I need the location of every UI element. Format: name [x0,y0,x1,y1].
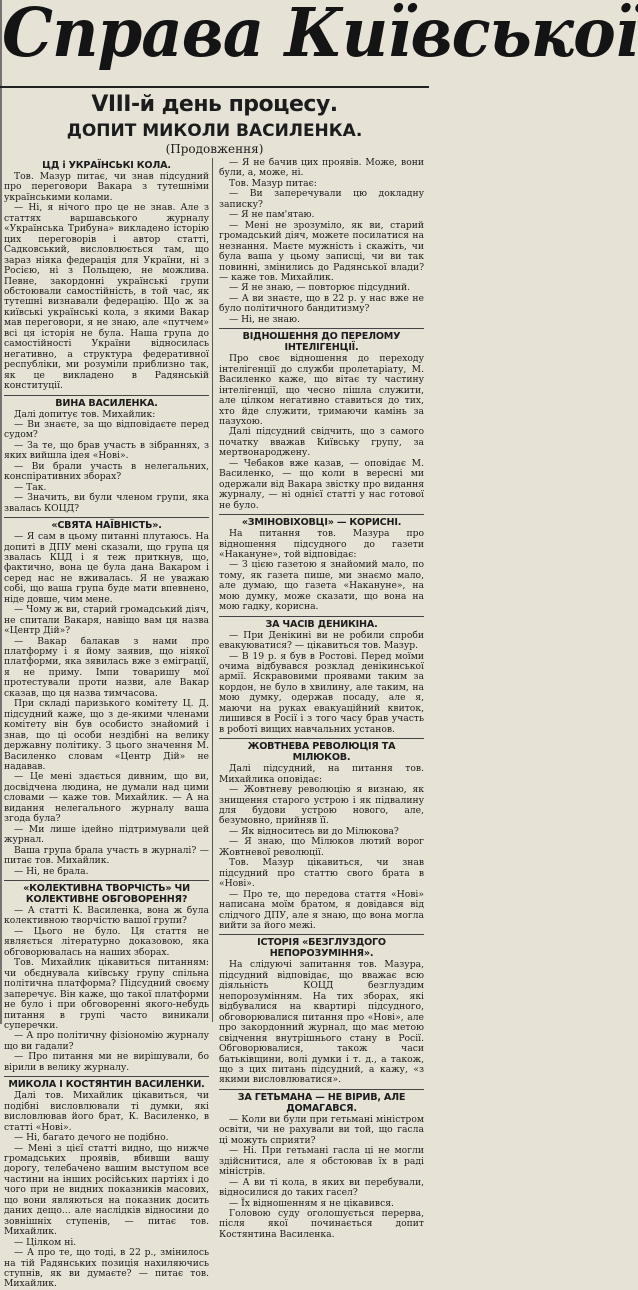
paragraph: — Про питання ми не вирішували, бо вірили в велику журналу. [4,1051,209,1073]
column-divider [212,158,213,1022]
paragraph: — Я не знаю, — повторює підсудний. [229,282,411,294]
article-column-right [219,157,424,1240]
paragraph: На питання тов. Мазура про відношення підсудного до газети «Накануне», той відповідає: [219,528,424,560]
section-heading: ЗА ЧАСІВ ДЕНИКІНА. [265,618,378,630]
paragraph: — Про те, що передова стаття «Нові» написана моїм братом, я довідався від слідчого ДПУ, але я знаю, що вона могла вийти за його межі. [219,888,424,931]
paragraph: — Я не бачив цих проявів. Може, вони були, а, може, ні. [219,157,424,179]
paragraph: Далі допитує тов. Михайлик: [14,408,156,420]
paragraph: — Я не пам'ятаю. [229,209,315,221]
paragraph: — Цього не було. Ця стаття не являється літературно доказовою, яка обговорювалась на наших зборах. [4,925,209,958]
section-heading: ВІДНОШЕННЯ ДО ПЕРЕЛОМУ ІНТЕЛІГЕНЦІЇ. [242,331,401,354]
paragraph: — Ні, не брала. [14,865,89,877]
paragraph: — Мені з цієї статті видно, що нижче громадських проявів, вбивши вашу дорогу, телебачено вашим выступом все частини на інших російських партіях і до чого при не видних показників масових, що вони являються на показник досить даних дещо... але наслідків відносини до зовнішніх ступенів, — питає тов. Михайлик. [4,1142,209,1238]
paragraph: — Їх відношенням я не цікавився. [229,1197,394,1209]
section-rule [219,328,424,329]
paragraph: Ваша група брала участь в журналі? — питає тов. Михайлик. [4,844,209,867]
paragraph: Тов. Мазур цікавиться, чи знав підсудний про статтю свого брата в «Нові». [219,857,424,890]
paragraph: При складі паризького комітету Ц. Д. підсудний каже, що з де-якими членами комітету він був особисто знайомий і знав, що ці особи нездібні на велику державну політику. З цього значення М. Василенко словам «Центр Дій» не надавав. [4,698,209,773]
paragraph: — Ви брали участь в нелегальних, конспіративних зборах? [4,460,209,483]
section-heading: ЦД і УКРАЇНСЬКІ КОЛА. [42,160,171,171]
paragraph: — Ні, я нічого про це не знав. Але з статтях варшавського журналу «Українська Трибуна» викладено історію цих переговорів і автор статті, Садковський, висловлюється там, що зараз ніяка федерація для України, ні з Росією, ні з Польщею, не можлива. Певне, закордонні українські групи обстоювали самостійність, в той час, як тутешні визнавали федерацію. Що ж за київські українські кола, з якими Вакар мав переговори, я не знаю, але «путчем» всі ця історія не була. Наша група до самостійності України відносилась негативно, а структура федеративної республіки, ми розуміли приблизно так, як це викладено в Радянській конституції. [4,202,209,392]
paragraph: — Ви заперечували цю докладну записку? [219,188,424,210]
section-rule [219,738,424,739]
section-rule [219,616,424,617]
section-rule [219,1089,424,1090]
section-heading: ВИНА ВАСИЛЕНКА. [55,397,158,409]
paragraph: Тов. Мазур питає, чи знав підсудний про переговори Вакара з тутешніми українськими колами. [4,171,209,203]
paragraph: — А статті К. Василенка, вона ж була колективною творчістю вашої групи? [4,905,209,927]
section-rule [4,395,209,396]
paragraph: — Як відноситесь ви до Мілюкова? [229,825,399,837]
paragraph: — А ви ті кола, в яких ви перебували, відносилися до таких гасел? [219,1176,424,1199]
masthead-rule [0,86,429,88]
section-rule [219,934,424,935]
section-heading: «СВЯТА НАЇВНІСТЬ». [51,520,162,532]
paragraph: — Чому ж ви, старий громадський діяч, не спитали Вакаря, навіщо вам ця назва «Центр Дій»? [4,604,209,637]
section-heading: МИКОЛА І КОСТЯНТИН ВАСИЛЕНКИ. [8,1079,205,1091]
paragraph: — Я знаю, що Мілюков лютий ворог Жовтневої революції. [219,836,424,858]
paragraph: Тов. Мазур питає: [229,177,317,189]
paragraph: — За те, що брав участь в зібраннях, з яких вийшла ідея «Нові». [4,439,209,462]
paragraph: — Ні, не знаю. [229,313,300,325]
article-subtitle: VIII-й день процесу. [91,92,338,117]
section-heading: «ЗМІНОВІХОВЦІ» — КОРИСНІ. [241,517,402,529]
paragraph: — З цією газетою я знайомий мало, по тому, як газета пише, ми знаємо мало, але думаю, що газета «Накануне», на мою думку, може сказати, що вона на мою гадку, корисна. [219,559,424,613]
paragraph: Тов. Михайлик цікавиться питанням: чи обєднувала київську групу спільна політична платформа? Підсудний своєму заперечує. Він каже, що такої платформи не було і при обговоренні якого-небудь питання в групі часто виникали суперечки. [4,957,209,1031]
paragraph: Далі підсудний, на питання тов. Михайлика оповідає: [219,763,424,785]
section-rule [4,880,209,881]
paragraph: — Це мені здається дивним, що ви, досвідчена людина, не думали над цими словами — каже тов. Михайлик. — А на видання нелегального журналу ваша згода була? [4,771,209,825]
paragraph: Про своє відношення до переходу інтелігенції до служби пролетаріату, М. Василенко каже, що вітає ту частину інтелігенції, що чесно пішла служити, але цілком негативно ставиться до тих, хто йде служити, тримаючи камінь за пазухою. [219,353,424,427]
paragraph: — Вакар балакав з нами про платформу і я йому заявив, що ніякої платформи, яка зявилась вже з еміграції, я не приму. Імпи товаришу мої протестували проти назви, але Вакар сказав, що ця назва тимчасова. [4,635,209,699]
newspaper-headline: Справа Київської [2,0,638,73]
section-rule [219,514,424,515]
paragraph: Головою суду оголошується перерва, після якої починається допит Костянтина Василенка. [219,1207,424,1240]
paragraph: — В 19 р. я був в Ростові. Перед моїми очима відбувався розклад денікинської армії. Яскравовими проявами таким за кордон, не було в хвилину, але таким, на мою думку, одержав посаду, але я, маючи на руках евакуаційний квиток, лишився в Росії і з того часу брав участь в роботі вищих навчальних установ. [219,650,424,735]
paragraph: — А про те, що тоді, в 22 р., змінилось на тій Радянських позиція нахиляючись ступнів, як ви думаєте? — питає тов. Михайлик. [4,1247,209,1290]
paragraph: На слідуючі запитання тов. Мазура, підсудний відповідає, що вважає всю діяльність КОЦД безглуздим непорозумінням. На тих зборах, які відбувалися на квартирі підсудного, обговорювалися питання про «Нові», але про закордонний журнал, що має метою свідчення внутрішнього стану в Росії. Обговорювалися, також часи батьківщини, волі думки і т. д., а також, що з цих питань підсудний, а кажу, «з якими висловлюватися». [219,959,424,1086]
paragraph: — Цілком ні. [14,1236,77,1248]
section-rule [4,517,209,518]
paragraph: Далі підсудний свідчить, що з самого початку вважав Київську групу, за мертвонароджену. [219,426,424,459]
paragraph: — А про політичну фізіономію журналу що ви гадали? [4,1030,209,1052]
paragraph: — Чебаков вже казав, — оповідає М. Василенко, — що коли в вересні ми одержали від Вакара звістку про видання журналу, — ні однієї статті у нас готової не було. [219,457,424,511]
paragraph: — Ми лише ідейно підтримували цей журнал. [4,823,209,846]
section-heading: ЗА ГЕТЬМАНА — НЕ ВІРИВ, АЛЕ ДОМАГАВСЯ. [237,1091,406,1114]
paragraph: — А ви знаєте, що в 22 р. у нас вже не було політичного бандитизму? [219,292,424,315]
paragraph: — При Денікині ви не робили спроби евакуюватися? — цікавиться тов. Мазур. [219,629,424,652]
section-rule [4,1076,209,1077]
paragraph: — Значить, ви були членом групи, яка звалась КОЦД? [4,492,209,514]
paragraph: — Коли ви були при гетьмані міністром освіти, чи не рахували ви той, що гасла ці можуть сприяти? [219,1113,424,1146]
section-heading: «КОЛЕКТИВНА ТВОРЧІСТЬ» ЧИ КОЛЕКТИВНЕ ОБГОВОРЕННЯ? [23,883,190,905]
section-heading: ЖОВТНЕВА РЕВОЛЮЦІЯ ТА МІЛЮКОВ. [247,741,396,764]
masthead [0,0,638,88]
paragraph: — Ні, багато дечого не подібно. [14,1132,169,1144]
paragraph: — Ні. При гетьмані гасла ці не могли здійснитися, але я обстоював їх в раді міністрів. [219,1145,424,1178]
paragraph: — Жовтневу революцію я визнаю, як знищення старого устрою і як підвалину для будови устрою нового, але, безумовно, прийняв її. [219,784,424,827]
paragraph: — Мені не зрозуміло, як ви, старий громадський діяч, можете посилатися на незнання. Маєте мужність і скажіть, чи була ваша у цьому записці, чи ви так повинні, змінились до Радянської влади? — каже тов. Михайлик. [219,219,424,283]
paragraph: — Ви знаєте, за що відповідаєте перед судом? [4,418,209,441]
paragraph: — Так. [14,481,47,493]
paragraph: — Я сам в цьому питанні плутаюсь. На допиті в ДПУ мені сказали, що група ця звалась КЦД і я теж приткнув, що, фактично, вона це була дана Вакаром і серед нас не вживалась. Я не уважаю собі, що ваша група буде мати впевнено, ніде довше, чим мене. [4,531,209,605]
article-section-title: ДОПИТ МИКОЛИ ВАСИЛЕНКА. [66,121,363,141]
section-heading: ІСТОРІЯ «БЕЗГЛУЗДОГО НЕПОРОЗУМІННЯ». [257,937,386,960]
continuation-note: (Продовження) [165,142,264,156]
paragraph: Далі тов. Михайлик цікавиться, чи подібні висловлювали ті думки, які висловлював його брат, К. Василенко, в статті «Нові». [4,1090,209,1133]
article-column-left [4,158,209,1290]
